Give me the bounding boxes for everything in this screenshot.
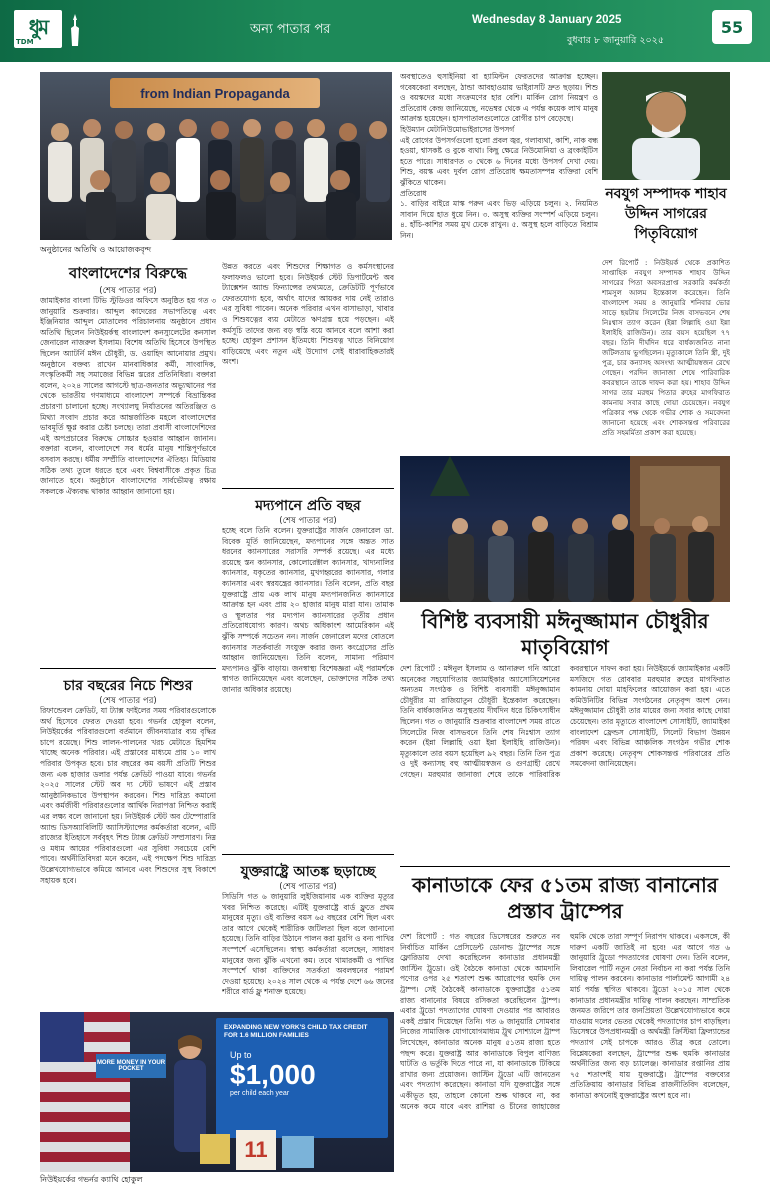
- toy-block-number: 11: [244, 1137, 268, 1162]
- divider: [400, 866, 730, 867]
- toy-block: [282, 1136, 314, 1168]
- page-number: 55: [712, 10, 752, 44]
- divider: [40, 668, 216, 669]
- ctc-panel: [216, 1018, 388, 1138]
- ctc-amount-suffix: per child each year: [230, 1090, 290, 1097]
- date-english: Wednesday 8 January 2025: [472, 14, 622, 26]
- funeral-photo: [400, 456, 730, 602]
- article-body: অবস্থাতেও হুসাইনিয়া বা হ্যামিল্টন ফেরতদের আক্রান্ত হচ্ছেন। গবেষকেরা বলছেন, ঠান্ডা আবহাওয়ায় ভাইরাসটি দ্রুত ছড়ায়। শিশু ও বয়স্কদের মধ্যে সংক্রমণের হার বেশি। মার্কিন রোগ নিয়ন্ত্রণ ও প্রতিরোধ কেন্দ্র জানিয়েছে, নভেম্বর থেকে এ পর্যন্ত কয়েক লাখ মানুষ আক্রান্ত হয়েছেন। হাসপাতালগুলোতে রোগীর চাপ বেড়েছে। হিউম্যান মেটানিউমোভাইরাসের উপসর্গ এই রোগের উপসর্গগুলো হলো প্রবল জ্বর, গলাব্যথা, কাশি, নাক বন্ধ হওয়া, শ্বাসকষ্ট ও বুকে ব্যথা। কিছু ক্ষেত্রে নিউমোনিয়া ও ব্রংকাইটিস হতে পারে। সাধারণত ৩ থেকে ৬ দিনের মধ্যে উপসর্গ দেখা দেয়। শিশু, বয়স্ক এবং দুর্বল রোগ প্রতিরোধ ক্ষমতাসম্পন্ন ব্যক্তিরা বেশি ঝুঁকিতে থাকেন। প্রতিরোধ ১. বাড়ির বাইরে মাস্ক পরুন এবং ভিড় এড়িয়ে চলুন। ২. নিয়মিত সাবান দিয়ে হাত ধুয়ে নিন। ৩. অসুস্থ ব্যক্তির সংস্পর্শ এড়িয়ে চলুন। ৪. হাঁচি-কাশির সময় মুখ ঢেকে রাখুন। ৫. অসুস্থ হলে বাড়িতে বিশ্রাম নিন।: [400, 72, 598, 240]
- photo-banner-text: from Indian Propaganda: [140, 85, 290, 101]
- podium-sign-text: MORE MONEY IN YOUR POCKET: [96, 1060, 166, 1072]
- article-continued-label: (শেষ পাতার পর): [99, 696, 157, 706]
- article-body: দেশ রিপোর্ট : গত বছরের ডিসেম্বরের শুরুতে নব নির্বাচিত মার্কিন প্রেসিডেন্ট ডোনাল্ড ট্রাম্পের সঙ্গে ফ্লোরিডায় দেখা করেছিলেন কানাডার প্রধানমন্ত্রী জাস্টিন ট্রুডো। ওই বৈঠকে কানাডা থেকে আমদানি পণ্যের ওপর ২৫ শতাংশ শুল্ক আরোপের হুমকি দেন ট্রাম্প। সেই বৈঠকেই কানাডাকে যুক্তরাষ্ট্রের ৫১তম রাজ্য বানানোর বিষয়ে রসিকতা করেছিলেন ট্রাম্প। এবার ট্রুডো পদত্যাগের ঘোষণা দেওয়ার পর আবারও একই প্রস্তাব দিয়েছেন তিনি। গত ৬ জানুয়ারি সোমবার নিজের সামাজিক যোগাযোগমাধ্যম ট্রুথ সোশ্যালে ট্রাম্প লিখেছেন, কানাডার অনেক মানুষ ৫১তম রাজ্য হতে পছন্দ করে। যুক্তরাষ্ট্র আর কানাডাকে বিপুল বাণিজ্য ঘাটতি ও ভর্তুকি দিতে পারে না, যা কানাডাকে টিকিয়ে রাখার জন্য প্রয়োজন। জাস্টিন ট্রুডো এটি জানতেন এবং পদত্যাগ করেছেন। কানাডা যদি যুক্তরাষ্ট্রের সঙ্গে একীভূত হয়, তাহলে কোনো শুল্ক থাকবে না, কর অনেক কমে যাবে এবং রাশিয়া ও চীনের জাহাজের হুমকি থেকে তারা সম্পূর্ণ নিরাপদ থাকবে। একসঙ্গে, কী দারুণ একটি জাতিই না হবে! এর আগে গত ৬ জানুয়ারি ট্রুডো পদত্যাগের ঘোষণা দেন। তিনি বলেন, লিবারেল পার্টি নতুন নেতা নির্বাচন না করা পর্যন্ত তিনি দায়িত্ব পালন করবেন। কানাডার পার্লামেন্ট আগামী ২৪ মার্চ পর্যন্ত স্থগিত থাকবে। ট্রুডো ২০১৫ সাল থেকে কানাডার প্রধানমন্ত্রীর দায়িত্ব পালন করছেন। সাম্প্রতিক জনমত জরিপে তার জনপ্রিয়তা উল্লেখযোগ্যভাবে কমে যাওয়ায় দলের ভেতর থেকেই পদত্যাগের চাপ বাড়ছিল। ডিসেম্বরে উপপ্রধানমন্ত্রী ও অর্থমন্ত্রী ক্রিস্টিয়া ফ্রিল্যান্ডের পদত্যাগ সেই চাপকে আরও তীব্র করে তোলে। বিশ্লেষকেরা বলছেন, ট্রাম্পের শুল্ক হুমকি কানাডার অর্থনীতির জন্য বড় চ্যালেঞ্জ। কানাডার রপ্তানির প্রায় ৭৫ শতাংশই যায় যুক্তরাষ্ট্রে। ট্রাম্পের বক্তব্যের প্রতিক্রিয়ায় কানাডার বিভিন্ন রাজনীতিবিদ বলেছেন, কানাডা কখনোই যুক্তরাষ্ট্রের অংশ হবে না।: [400, 932, 730, 1111]
- article-headline[interactable]: বাংলাদেশের বিরুদ্ধে: [68, 264, 188, 282]
- divider: [222, 854, 394, 855]
- toy-block: [200, 1134, 230, 1164]
- article-continued-label: (শেষ পাতার পর): [279, 882, 337, 892]
- podium-sign: [96, 1054, 166, 1078]
- divider: [222, 488, 394, 489]
- photo-caption: অনুষ্ঠানের অতিথি ও আয়োজকবৃন্দ: [40, 245, 152, 254]
- ctc-amount-prefix: Up to: [230, 1050, 252, 1060]
- portrait-photo: [602, 72, 730, 180]
- ctc-panel-title: EXPANDING NEW YORK'S CHILD TAX CREDIT FOR 1.6 MILLION FAMILIES: [224, 1024, 368, 1039]
- article-continued-label: (শেষ পাতার পর): [99, 286, 157, 296]
- article-body: জামাইকার বাংলা টিভি স্টুডিওর অফিসে অনুষ্ঠিত হয় গত ৩ জানুয়ারি শুক্রবার। আব্দুল কাদেরের সভাপতিত্বে এবং ইঞ্জিনিয়ার আব্দুল মোতালেব পরিচালনায় অনুষ্ঠানে প্রধান অতিথি ছিলেন নিউইয়র্কস্থ বাংলাদেশ কনস্যুলেটের কনসাল জেনারেল নাজরুল ইসলাম। বিশেষ অতিথি হিসেবে উপস্থিত ছিলেন অ্যাটর্নি মঈন চৌধুরী, ড. ওয়াহিদ আনোয়ার প্রমুখ। অনুষ্ঠানে বক্তব্য রাখেন মানবাধিকার কর্মী, সাংবাদিক, সংস্কৃতিকর্মী সহ সমাজের বিভিন্ন স্তরের প্রতিনিধিরা। বক্তারা বলেন, ২০২৪ সালের আগস্টে ছাত্র-জনতার অভ্যুত্থানের পর থেকে ভারতীয় গণমাধ্যমে বাংলাদেশ সম্পর্কে বিভ্রান্তিকর প্রচারণা চালানো হচ্ছে। সংখ্যালঘু নির্যাতনের অতিরঞ্জিত ও মিথ্যা সংবাদ প্রচার করে আন্তর্জাতিক মহলে বাংলাদেশের ভাবমূর্তি ক্ষুণ্ণ করার চেষ্টা চলছে। তারা প্রবাসী বাংলাদেশিদের এই অপপ্রচারের বিরুদ্ধে সোচ্চার হওয়ার আহ্বান জানান। বক্তারা বলেন, বাংলাদেশে সব ধর্মের মানুষ শান্তিপূর্ণভাবে বসবাস করছে। ধর্মীয় সম্প্রীতি বাংলাদেশের ঐতিহ্য। মিডিয়ায় সঠিক তথ্য তুলে ধরতে হবে এবং বিশ্ববাসীকে প্রকৃত চিত্র জানাতে হবে। অনুষ্ঠানে বাংলাদেশের সার্বভৌমত্ব রক্ষায় সকলকে ঐক্যবদ্ধ থাকার আহ্বান জানানো হয়।: [40, 296, 216, 496]
- article-headline[interactable]: চার বছরের নিচে শিশুর: [63, 678, 193, 694]
- newspaper-logo[interactable]: [14, 10, 62, 48]
- photo-caption: নিউইয়র্কের গভর্নর ক্যাথি হোকুল: [40, 1175, 143, 1184]
- masthead: [0, 0, 770, 62]
- article-body: উন্নত করতে এবং শিশুদের শিক্ষাগত ও কর্মসংস্থানের ফলাফলও ভালো হবে। নিউইয়র্ক স্টেট ডিপার্টমেন্ট অব ট্যাক্সেশন অ্যান্ড ফিন্যান্সের তথ্যমতে, ক্রেডিটটি পূর্ণভাবে ফেরতযোগ্য হবে, অর্থাৎ যাদের আয়কর দায় নেই তারাও এর সুবিধা পাবেন। অনেক পরিবার এখন বাসাভাড়া, খাবার ও শিশুযত্নের ব্যয় মেটাতে ঋণগ্রস্ত হয়ে পড়ছেন। এই কর্মসূচি তাদের জন্য বড় স্বস্তি বয়ে আনবে বলে আশা করা হচ্ছে। হোকুল প্রশাসন ইতিমধ্যে শিশুযত্ন খাতে বিনিয়োগ বাড়িয়েছে এবং নতুন এই উদ্যোগ সেই ধারাবাহিকতারই অংশ।: [222, 262, 394, 367]
- liberty-icon: [68, 12, 82, 48]
- article-headline[interactable]: কানাডাকে ফের ৫১তম রাজ্য বানানোর প্রস্তাব ট্রাম্পের: [412, 873, 718, 923]
- group-photo: [40, 72, 392, 240]
- article-headline[interactable]: মদ্যপানে প্রতি বছর: [255, 498, 361, 514]
- ctc-amount: $1,000: [230, 1059, 316, 1090]
- flag-canton: [40, 1012, 84, 1062]
- article-body: দেশ রিপোর্ট : মঈনুল ইসলাম ও আনারুল গনি আরো অনেকের সহযোগিতায় জ্যামাইকার অ্যাসোসিয়েশনের অন্যতম সংগঠক ও বিশিষ্ট ব্যবসায়ী মঈনুজ্জামান চৌধুরীর মা রাজিয়াতুন চৌধুরী ইন্তেকাল করেছেন। তিনি বার্ধক্যজনিত অসুস্থতায় দীর্ঘদিন ধরে চিকিৎসাধীন ছিলেন। গত ৩ জানুয়ারি শুক্রবার বাংলাদেশ সময় রাতে সিলেটের নিজ বাসভবনে তিনি শেষ নিঃশ্বাস ত্যাগ করেন (ইন্না লিল্লাহি ওয়া ইন্না ইলাইহি রাজিউন)। মৃত্যুকালে তার বয়স হয়েছিল ৯২ বছর। তিনি তিন পুত্র ও দুই কন্যাসহ বহু আত্মীয়স্বজন ও গুণগ্রাহী রেখে গেছেন। মরহুমার জানাজা শেষে তাকে পারিবারিক কবরস্থানে দাফন করা হয়। নিউইয়র্কে জ্যামাইকার একটি মসজিদে গত রোববার মরহুমার রুহের মাগফিরাত কামনায় দোয়া মাহফিলের আয়োজন করা হয়। এতে কমিউনিটির বিভিন্ন সংগঠনের নেতৃবৃন্দ অংশ নেন। মঈনুজ্জামান চৌধুরী তার মায়ের জন্য সবার কাছে দোয়া চেয়েছেন। তার মৃত্যুতে বাংলাদেশ সোসাইটি, জ্যামাইকা বাংলাদেশ ফ্রেন্ডস সোসাইটি, সিলেট বিভাগ উন্নয়ন পরিষদ এবং বিভিন্ন আঞ্চলিক সংগঠন গভীর শোক প্রকাশ করেছে। নেতৃবৃন্দ শোকসন্তপ্ত পরিবারের প্রতি সমবেদনা জানিয়েছেন।: [400, 664, 730, 779]
- date-bangla: বুধবার ৮ জানুয়ারি ২০২৫: [567, 35, 665, 46]
- governor-photo: [40, 1012, 394, 1172]
- article-body: হচ্ছে বলে তিনি বলেন। যুক্তরাষ্ট্রের সার্জন জেনারেল ডা. বিবেক মূর্তি জানিয়েছেন, মদ্যপানের সঙ্গে অন্তত সাত ধরনের ক্যানসারের সরাসরি সম্পর্ক রয়েছে। এর মধ্যে রয়েছে স্তন ক্যানসার, কোলোরেক্টাল ক্যানসার, খাদ্যনালির ক্যানসার, যকৃতের ক্যানসার, মুখগহ্বরের ক্যানসার, গলার ক্যানসার এবং স্বরযন্ত্রের ক্যানসার। তিনি বলেন, প্রতি বছর যুক্তরাষ্ট্রে প্রায় এক লাখ মানুষ মদ্যপানজনিত ক্যানসারে আক্রান্ত হন এবং প্রায় ২০ হাজার মানুষ মারা যান। তামাক ও স্থূলতার পর মদ্যপান ক্যানসারের তৃতীয় প্রধান প্রতিরোধযোগ্য কারণ। অথচ অধিকাংশ আমেরিকান এই ঝুঁকি সম্পর্কে সচেতন নন। সার্জন জেনারেল মদের বোতলে ক্যানসার সতর্কবার্তা সংযুক্ত করার জন্য কংগ্রেসের প্রতি আহ্বান জানিয়েছেন। তিনি বলেন, সামান্য পরিমাণ মদ্যপানও ঝুঁকি বাড়ায়। জনস্বাস্থ্য বিশেষজ্ঞরা এই পরামর্শকে স্বাগত জানিয়েছেন এবং বলেছেন, ভোক্তাদের সঠিক তথ্য জানার অধিকার রয়েছে।: [222, 526, 394, 694]
- article-headline[interactable]: বিশিষ্ট ব্যবসায়ী মঈনুজ্জামান চৌধুরীর মাতৃবিয়োগ: [421, 609, 709, 659]
- article-headline[interactable]: নবযুগ সম্পাদক শাহাব উদ্দিন সাগরের পিতৃবিয়োগ: [605, 186, 727, 242]
- article-body: রিফান্ডেবল ক্রেডিট, যা ট্যাক্স ফাইলের সময় পরিবারগুলোকে অর্থ হিসেবে ফেরত দেওয়া হবে। গভর্নর হোকুল বলেন, নিউইয়র্কের পরিবারগুলো বর্তমানে জীবনযাত্রার ব্যয় বৃদ্ধির চাপে রয়েছে। শিশু লালন-পালনের খরচ মেটাতে হিমশিম খাচ্ছে অনেক পরিবার। এই প্রস্তাবের মাধ্যমে প্রায় ১০ লাখ পরিবার উপকৃত হবে। চার বছরের কম বয়সী প্রতিটি শিশুর জন্য এক হাজার ডলার পর্যন্ত ক্রেডিট পাওয়া যাবে। গভর্নর ২০২৫ সালের স্টেট অব দ্য স্টেট ভাষণে এই প্রস্তাব আনুষ্ঠানিকভাবে উপস্থাপন করবেন। শিশু দারিদ্র্য কমানো এবং কর্মজীবী পরিবারগুলোর আর্থিক নিরাপত্তা নিশ্চিত করাই এর লক্ষ্য বলে জানানো হয়। নিউইয়র্ক স্টেট অব টেম্পোরারি অ্যান্ড ডিসঅ্যাবিলিটি অ্যাসিস্ট্যান্সের কর্মকর্তারা বলেন, এটি রাজ্যের ইতিহাসে সর্ববৃহৎ শিশু ট্যাক্স ক্রেডিট সম্প্রসারণ। নিম্ন ও মধ্যম আয়ের পরিবারগুলো এর সুবিধা সবচেয়ে বেশি পাবে। অর্থনীতিবিদরা মনে করেন, এই পদক্ষেপ শিশু দারিদ্র্য উল্লেখযোগ্যভাবে কমিয়ে আনবে এবং শিশুদের সুস্থ বিকাশে সহায়ক হবে।: [40, 706, 216, 885]
- toy-block: [236, 1130, 276, 1170]
- article-body: দেশ রিপোর্ট : নিউইয়র্ক থেকে প্রকাশিত সাপ্তাহিক নবযুগ সম্পাদক শাহাব উদ্দিন সাগরের পিতা অবসরপ্রাপ্ত সরকারি কর্মকর্তা শামসুল আলম ইন্তেকাল করেছেন। তিনি বাংলাদেশ সময় ৪ জানুয়ারি শনিবার ভোর সাড়ে ছয়টায় সিলেটের নিজ বাসভবনে শেষ নিঃশ্বাস ত্যাগ করেন (ইন্না লিল্লাহি ওয়া ইন্না ইলাইহি রাজিউন)। তার বয়স হয়েছিল ৭৭ বছর। তিনি দীর্ঘদিন ধরে বার্ধক্যজনিত নানা জটিলতায় ভুগছিলেন। মৃত্যুকালে তিনি স্ত্রী, দুই পুত্র, চার কন্যাসহ অসংখ্য আত্মীয়স্বজন রেখে গেছেন। পরদিন জানাজা শেষে পারিবারিক কবরস্থানে তাকে দাফন করা হয়। শাহাব উদ্দিন সাগর তার মরহুম পিতার রুহের মাগফিরাত কামনায় সবার কাছে দোয়া চেয়েছেন। নবযুগ পত্রিকার পক্ষ থেকে গভীর শোক ও সমবেদনা জানানো হয়েছে এবং শোকসন্তপ্ত পরিবারের প্রতি সহমর্মিতা প্রকাশ করা হয়েছে।: [602, 259, 730, 437]
- article-continued-label: (শেষ পাতার পর): [279, 516, 337, 526]
- logo-small-text: TDM: [16, 38, 34, 46]
- logo-text: ধুম: [28, 14, 48, 39]
- article-headline[interactable]: যুক্তরাষ্ট্রে আতঙ্ক ছড়াচ্ছে: [240, 864, 376, 880]
- section-label: অন্য পাতার পর: [250, 22, 331, 37]
- article-body: সিডিসি গত ৬ জানুয়ারি লুইজিয়ানায় এক ব্যক্তির মৃত্যুর খবর নিশ্চিত করেছে। এটিই যুক্তরাষ্ট্রে বার্ড ফ্লুতে প্রথম মানুষের মৃত্যু। ওই ব্যক্তির বয়স ৬৫ বছরের বেশি ছিল এবং তার আগে থেকেই শারীরিক জটিলতা ছিল বলে জানানো হয়েছে। তিনি বাড়ির উঠানে পালন করা মুরগি ও বন্য পাখির সংস্পর্শে এসেছিলেন। স্বাস্থ্য কর্মকর্তারা বলেছেন, সাধারণ মানুষের জন্য ঝুঁকি এখনো কম। তবে খামারকর্মী ও পাখির সংস্পর্শে থাকা ব্যক্তিদের সতর্কতা অবলম্বনের পরামর্শ দেওয়া হয়েছে। ২০২৪ সাল থেকে এ পর্যন্ত দেশে ৬৬ জনের শরীরে বার্ড ফ্লু শনাক্ত হয়েছে।: [222, 892, 394, 997]
